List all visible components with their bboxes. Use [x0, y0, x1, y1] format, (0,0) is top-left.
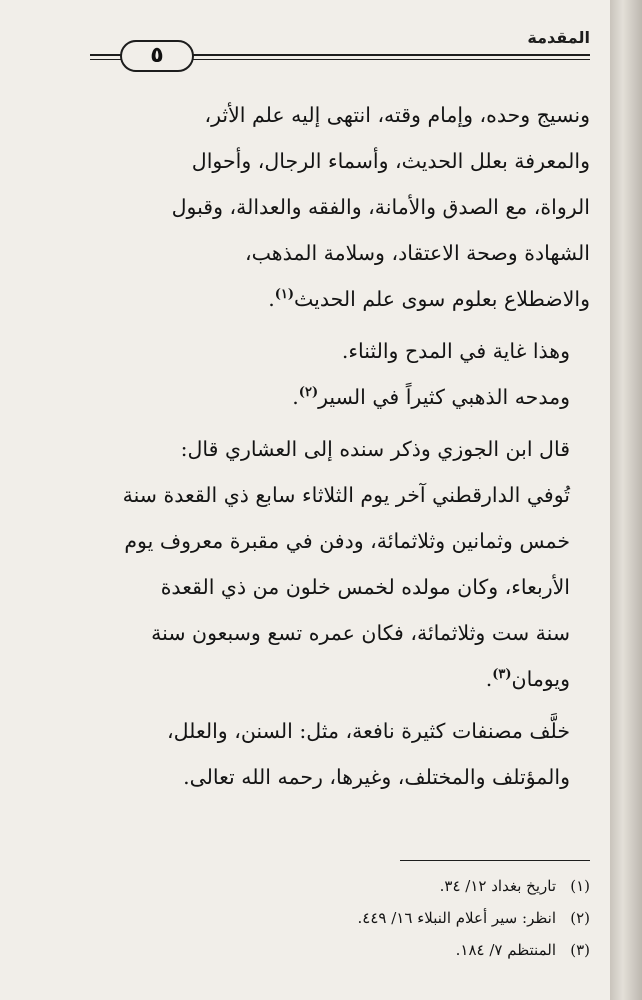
footnote-ref: (٣) [492, 667, 512, 683]
paragraph-1 [90, 92, 590, 322]
line: خلَّف مصنفات كثيرة نافعة، مثل: السنن، والعلل، [167, 719, 570, 743]
page-number: ٥ [120, 40, 194, 72]
line: الشهادة وصحة الاعتقاد، وسلامة المذهب، [245, 241, 590, 265]
footnote-item [90, 902, 590, 934]
line-tail: . [485, 667, 493, 691]
footnotes [90, 870, 590, 966]
running-title: المقدمة [527, 28, 590, 47]
footnote-number: (٣) [570, 941, 590, 959]
line: ومدحه الذهبي كثيراً في السير [318, 385, 570, 409]
footnote-ref: (٢) [298, 385, 319, 401]
line: ونسيج وحده، وإمام وقته، انتهى إليه علم الأثر، [204, 103, 590, 127]
line: خمس وثمانين وثلاثمائة، ودفن في مقبرة معروف يوم [124, 529, 570, 553]
paragraph-4 [90, 426, 590, 702]
footnote-text: تاريخ بغداد ١٢/ ٣٤. [439, 877, 556, 895]
line: ويومان [511, 667, 570, 691]
page-header [90, 14, 590, 74]
line: تُوفي الدارقطني آخر يوم الثلاثاء سابع ذي القعدة سنة [122, 483, 570, 507]
line: الرواة، مع الصدق والأمانة، والفقه والعدالة، وقبول [171, 195, 590, 219]
footnote-separator [400, 860, 590, 861]
footnote-ref: (١) [274, 287, 295, 303]
line: وهذا غاية في المدح والثناء. [341, 339, 570, 363]
line: قال ابن الجوزي وذكر سنده إلى العشاري قال: [180, 437, 570, 461]
line: والمعرفة بعلل الحديث، وأسماء الرجال، وأحوال [191, 149, 590, 173]
line: سنة ست وثلاثمائة، فكان عمره تسع وسبعون سنة [151, 621, 570, 645]
footnote-item [90, 934, 590, 966]
footnote-number: (١) [570, 877, 590, 895]
paragraph-3 [90, 374, 590, 420]
body-text [90, 92, 590, 800]
line: الأربعاء، وكان مولده لخمس خلون من ذي القعدة [160, 575, 570, 599]
paragraph-5 [90, 708, 590, 800]
paragraph-2 [90, 328, 590, 374]
footnote-text: المنتظم ٧/ ١٨٤. [455, 941, 556, 959]
line-tail: . [268, 287, 275, 311]
page-edge [610, 0, 642, 1000]
footnote-number: (٢) [570, 909, 590, 927]
footnote-item [90, 870, 590, 902]
line: والمؤتلف والمختلف، وغيرها، رحمه الله تعالى. [183, 765, 570, 789]
line-tail: . [292, 385, 299, 409]
footnote-text: انظر: سير أعلام النبلاء ١٦/ ٤٤٩. [357, 909, 556, 927]
line: والاضطلاع بعلوم سوى علم الحديث [294, 287, 590, 311]
